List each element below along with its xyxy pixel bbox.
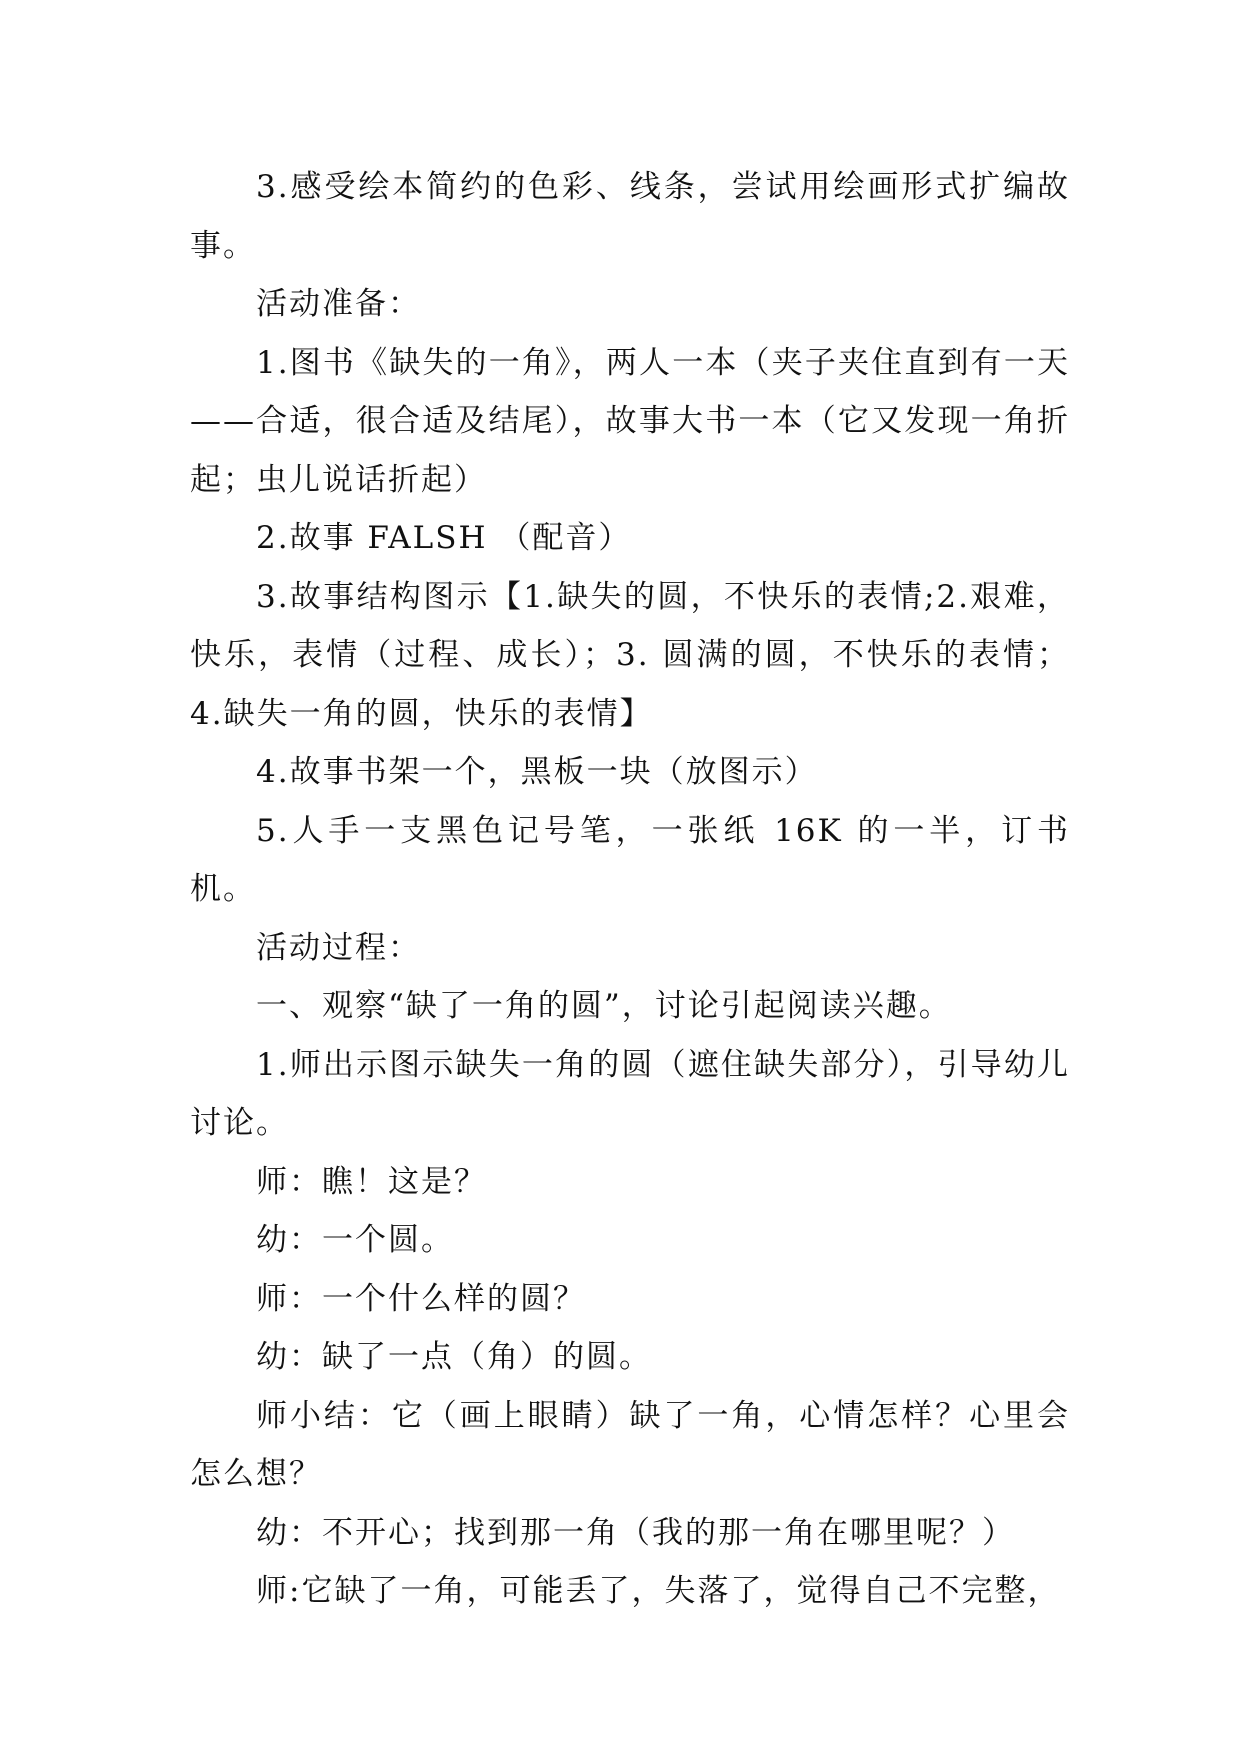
paragraph-goal-3: 3.感受绘本简约的色彩、线条，尝试用绘画形式扩编故事。 — [190, 169, 1070, 264]
dialogue-child-2: 幼：缺了一点（角）的圆。 — [256, 1339, 652, 1375]
paragraph-process-substep-1: 1.师出示图示缺失一角的圆（遮住缺失部分），引导幼儿讨论。 — [190, 1046, 1070, 1141]
document-body — [190, 158, 1070, 1621]
section-heading-process: 活动过程： — [256, 929, 421, 966]
paragraph-preparation-5: 5.人手一支黑色记号笔，一张纸 16K 的一半，订书机。 — [190, 812, 1070, 907]
dialogue-teacher-2: 师：一个什么样的圆？ — [256, 1280, 586, 1317]
dialogue-child-1: 幼：一个圆。 — [256, 1222, 454, 1258]
dialogue-child-3: 幼：不开心；找到那一角（我的那一角在哪里呢？） — [256, 1514, 1015, 1551]
paragraph-process-step-1: 一、观察“缺了一角的圆”，讨论引起阅读兴趣。 — [256, 988, 952, 1024]
paragraph-preparation-4: 4.故事书架一个，黑板一块（放图示） — [256, 754, 818, 790]
dialogue-teacher-3: 师:它缺了一角，可能丢了，失落了，觉得自己不完整， — [256, 1573, 1061, 1609]
paragraph-preparation-2: 2.故事 FALSH （配音） — [256, 520, 632, 556]
dialogue-teacher-summary: 师小结：它（画上眼睛）缺了一角，心情怎样？心里会怎么想？ — [190, 1397, 1070, 1492]
section-heading-preparation: 活动准备： — [256, 286, 421, 322]
paragraph-preparation-3: 3.故事结构图示【1.缺失的圆，不快乐的表情;2.艰难，快乐，表情（过程、成长）；3. 圆满的圆，不快乐的表情；4.缺失一角的圆，快乐的表情】 — [190, 578, 1070, 732]
dialogue-teacher-1: 师：瞧！这是？ — [256, 1163, 487, 1200]
paragraph-preparation-1: 1.图书《缺失的一角》，两人一本（夹子夹住直到有一天——合适，很合适及结尾），故事大书一本（它又发现一角折起；虫儿说话折起） — [190, 344, 1070, 498]
